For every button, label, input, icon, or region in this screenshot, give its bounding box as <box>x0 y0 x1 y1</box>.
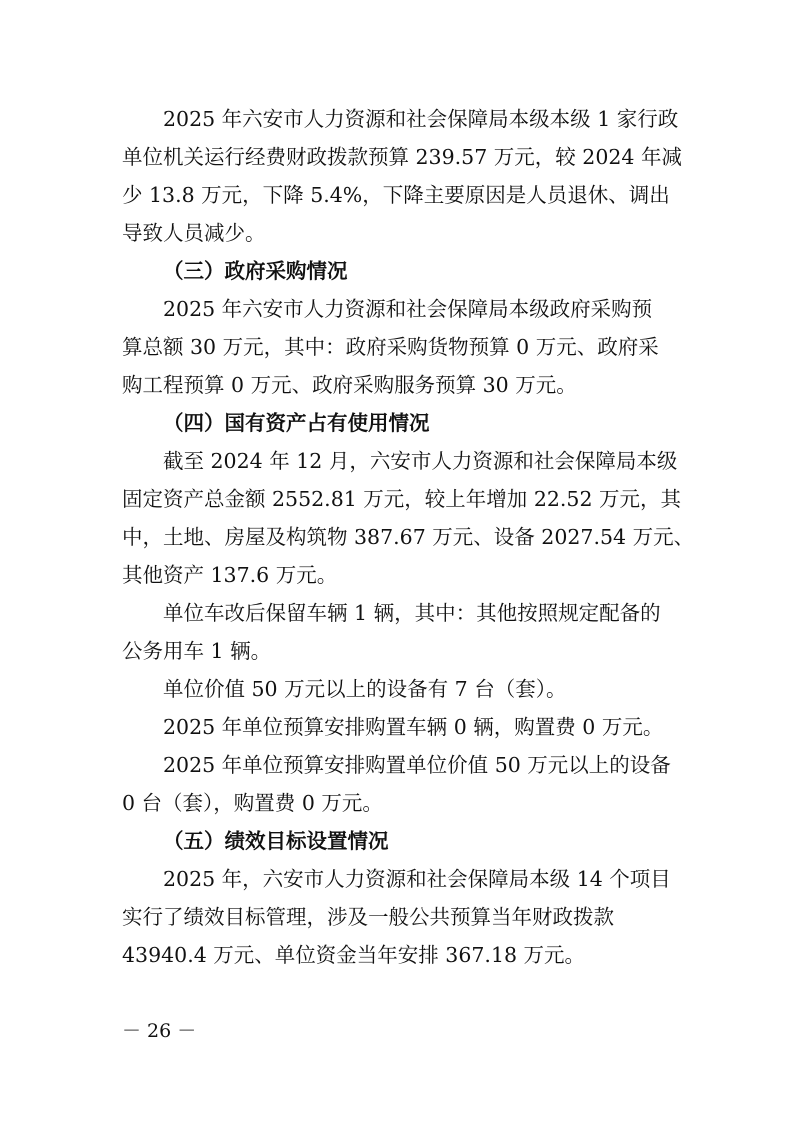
paragraph-line: 购工程预算 0 万元、政府采购服务预算 30 万元。 <box>122 373 577 397</box>
paragraph-line: 公务用车 1 辆。 <box>122 639 272 663</box>
section-heading: （五）绩效目标设置情况 <box>163 829 389 853</box>
paragraph-line: 2025 年单位预算安排购置单位价值 50 万元以上的设备 <box>163 753 671 777</box>
page-number: － 26 － <box>122 1020 197 1042</box>
paragraph-line: 中，土地、房屋及构筑物 387.67 万元、设备 2027.54 万元、 <box>122 525 695 549</box>
paragraph-line: 单位车改后保留车辆 1 辆，其中：其他按照规定配备的 <box>163 601 661 625</box>
paragraph-line: 少 13.8 万元，下降 5.4%，下降主要原因是人员退休、调出 <box>122 183 670 207</box>
paragraph-line: 2025 年六安市人力资源和社会保障局本级政府采购预 <box>163 297 653 321</box>
paragraph-line: 截至 2024 年 12 月，六安市人力资源和社会保障局本级 <box>163 449 678 473</box>
paragraph-line: 2025 年，六安市人力资源和社会保障局本级 14 个项目 <box>163 867 671 891</box>
paragraph-line: 实行了绩效目标管理，涉及一般公共预算当年财政拨款 <box>122 905 614 929</box>
paragraph-line: 2025 年六安市人力资源和社会保障局本级本级 1 家行政 <box>163 107 679 131</box>
paragraph-line: 固定资产总金额 2552.81 万元，较上年增加 22.52 万元，其 <box>122 487 682 511</box>
paragraph-line: 单位机关运行经费财政拨款预算 239.57 万元，较 2024 年减 <box>122 145 682 169</box>
section-heading: （三）政府采购情况 <box>163 259 348 283</box>
paragraph-line: 导致人员减少。 <box>122 221 266 245</box>
paragraph-line: 43940.4 万元、单位资金当年安排 367.18 万元。 <box>122 943 586 967</box>
section-heading: （四）国有资产占有使用情况 <box>163 411 430 435</box>
paragraph-line: 其他资产 137.6 万元。 <box>122 563 338 587</box>
paragraph-line: 0 台（套），购置费 0 万元。 <box>122 791 383 815</box>
paragraph-line: 算总额 30 万元，其中：政府采购货物预算 0 万元、政府采 <box>122 335 659 359</box>
paragraph-line: 单位价值 50 万元以上的设备有 7 台（套）。 <box>163 677 567 701</box>
paragraph-line: 2025 年单位预算安排购置车辆 0 辆，购置费 0 万元。 <box>163 715 664 739</box>
